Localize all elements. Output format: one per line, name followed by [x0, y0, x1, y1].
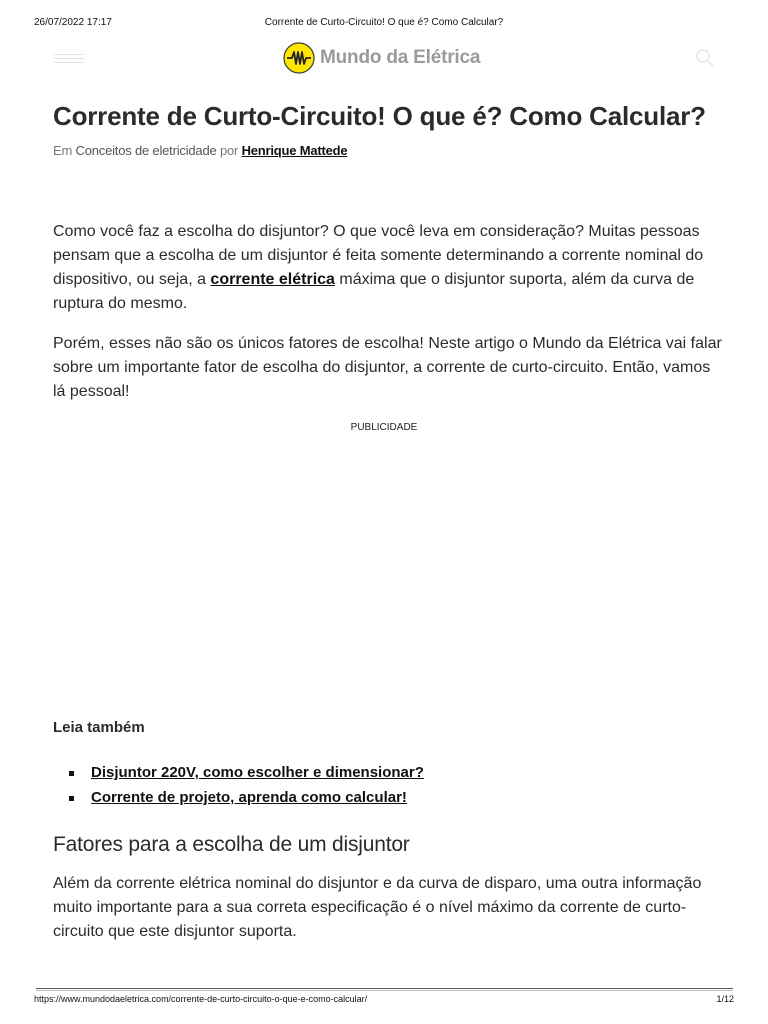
byline-author-link[interactable]: Henrique Mattede — [241, 143, 348, 158]
page-url: https://www.mundodaeletrica.com/corrente-de-curto-circuito-o-que-e-como-calcular/ — [34, 994, 368, 1004]
leia-tambem-list — [53, 761, 424, 811]
footer-divider — [36, 990, 733, 991]
intro-paragraph — [53, 220, 723, 316]
related-link-disjuntor-220v[interactable]: Disjuntor 220V, como escolher e dimensionar? — [91, 764, 424, 781]
section-paragraph: Além da corrente elétrica nominal do disjuntor e da curva de disparo, uma outra informação muito importante para a sua correta especificação é o nível máximo da corrente de curto-circuito que este disjuntor suporta. — [53, 875, 702, 940]
hamburger-menu-icon[interactable] — [54, 54, 84, 62]
print-datetime: 26/07/2022 17:17 — [34, 17, 112, 28]
print-document-title: Corrente de Curto-Circuito! O que é? Como Calcular? — [264, 17, 504, 28]
second-paragraph: Porém, esses não são os únicos fatores de escolha! Neste artigo o Mundo da Elétrica vai falar sobre um importante fator de escolha do disjuntor, a corrente de curto-circuito. Então, vamos lá pessoal! — [53, 335, 722, 400]
site-header — [0, 40, 768, 76]
related-link-corrente-de-projeto[interactable]: Corrente de projeto, aprenda como calcular! — [91, 789, 407, 806]
article-byline — [53, 143, 347, 158]
article-title: Corrente de Curto-Circuito! O que é? Como Calcular? — [53, 101, 706, 131]
advertisement-label: PUBLICIDADE — [350, 422, 418, 433]
logo-circle-icon — [283, 42, 315, 74]
byline-prefix: Em — [53, 143, 73, 158]
byline-by: por — [219, 143, 239, 158]
logo-text: Mundo da Elétrica — [320, 47, 481, 68]
leia-tambem-heading: Leia também — [53, 719, 145, 736]
section-heading: Fatores para a escolha de um disjuntor — [53, 833, 410, 856]
intro-text-start: Como você faz a escolha do disjuntor? O que você leva em consideração? Muitas pessoas pensam que a escolha de um disjuntor é feita somente determinando a corrente nominal do dispositivo, ou seja, a — [53, 223, 704, 288]
intro-text-end: máxima que o disjuntor suporta, além da curva de ruptura do mesmo. — [53, 271, 695, 312]
corrente-eletrica-link[interactable]: corrente elétrica — [210, 271, 335, 288]
byline-category-link[interactable]: Conceitos de eletricidade — [75, 143, 217, 158]
footer-divider — [36, 988, 733, 989]
list-item — [53, 786, 424, 811]
list-item — [53, 761, 424, 786]
page-number: 1/12 — [716, 994, 734, 1004]
site-logo[interactable] — [283, 42, 480, 74]
search-icon[interactable] — [694, 47, 716, 69]
